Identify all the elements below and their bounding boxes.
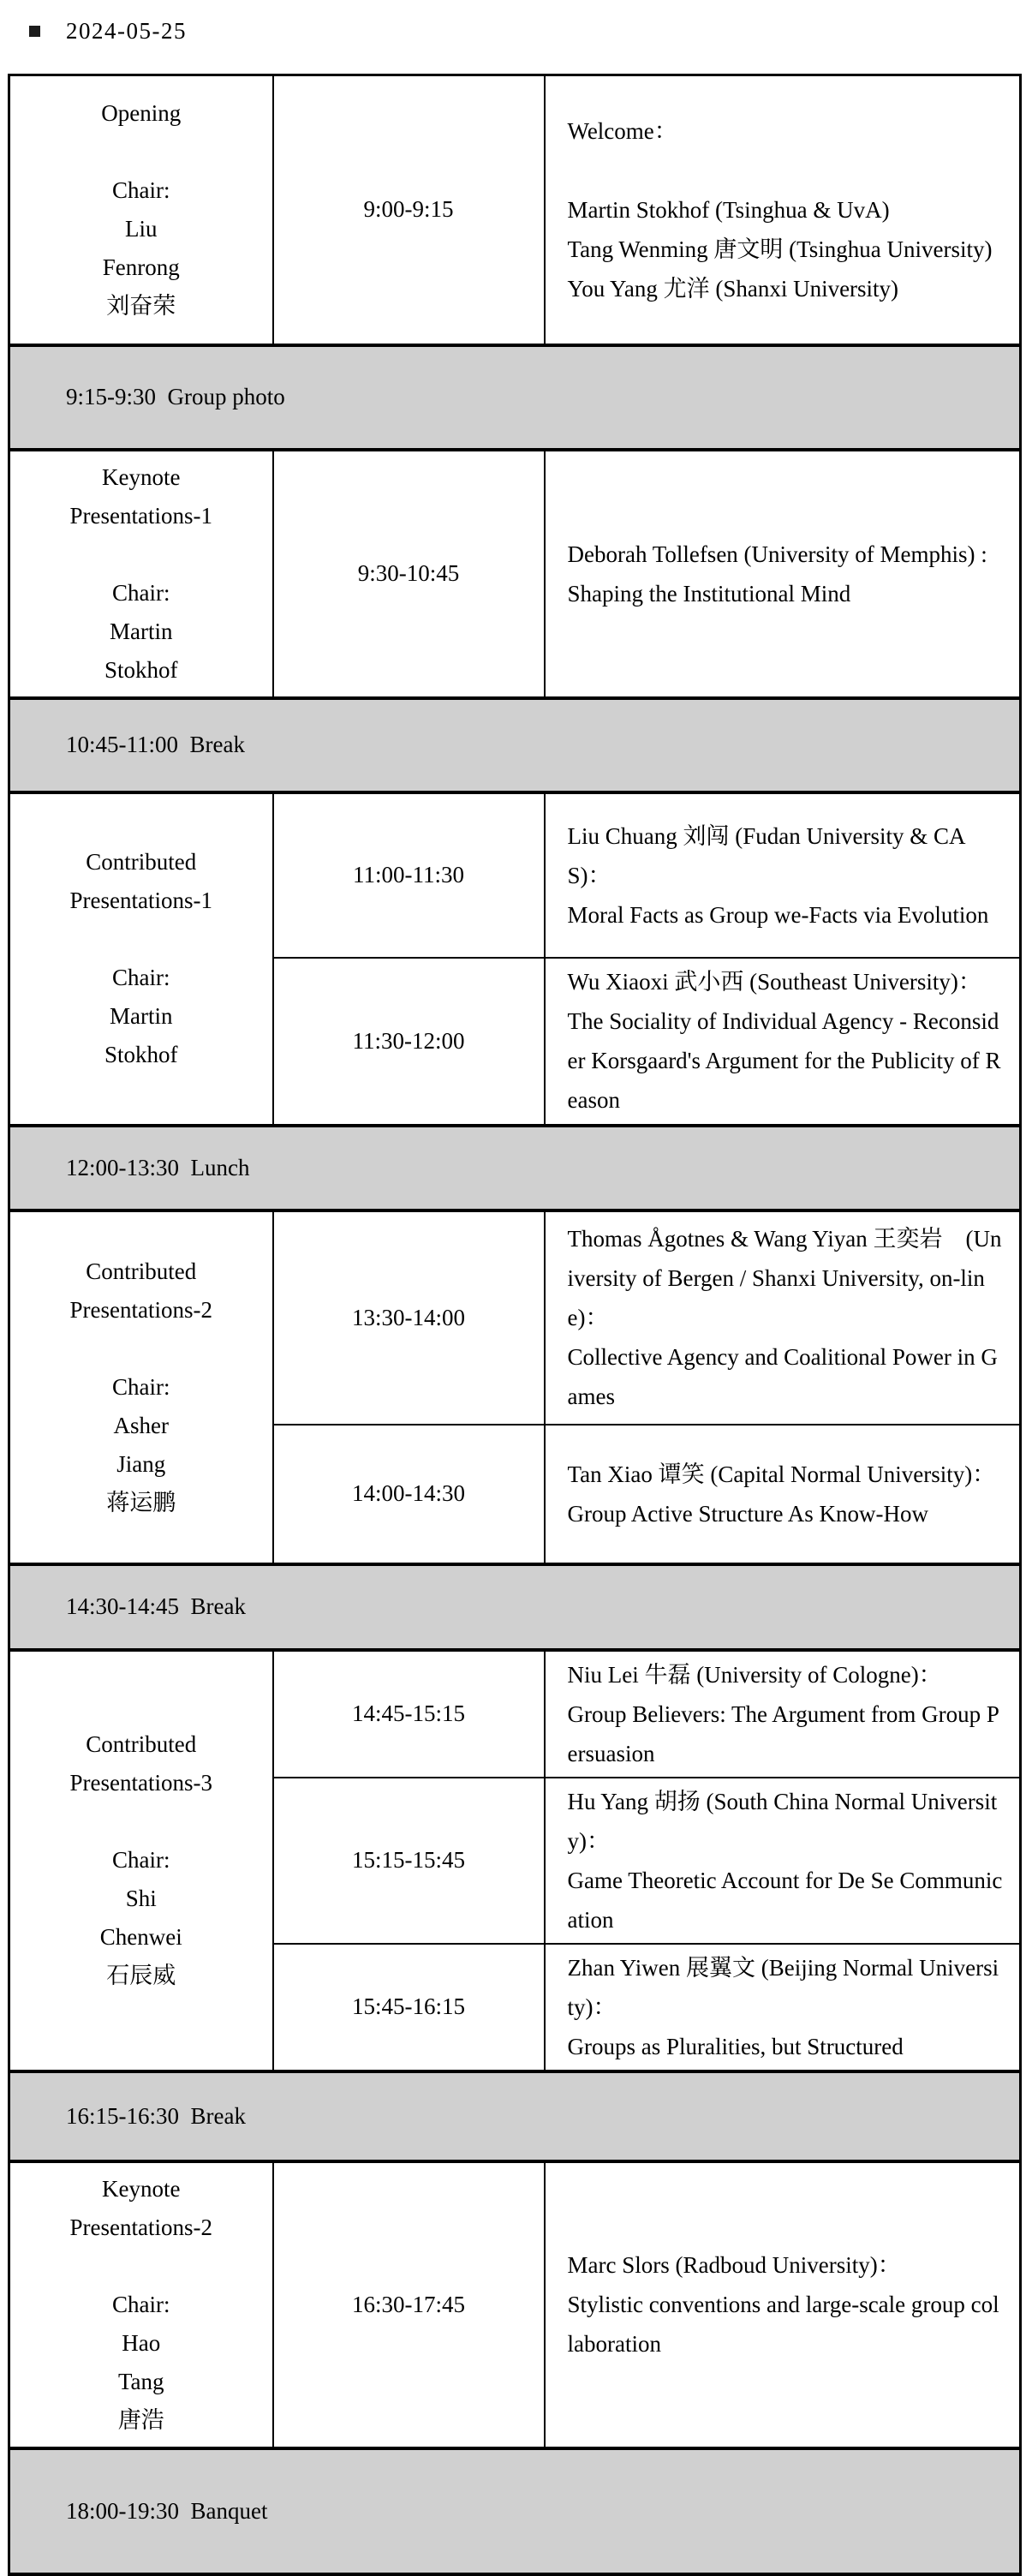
time-cell-contributed-3-slot-2: 15:15-15:45 bbox=[273, 1778, 545, 1944]
content-cell-contributed-2-slot-2: Tan Xiao 谭笑 (Capital Normal University)： Group Active Structure As Know-How bbox=[545, 1425, 1021, 1564]
shade-cell-lunch: 12:00-13:30 Lunch bbox=[9, 1126, 1021, 1210]
shade-cell-banquet: 18:00-19:30 Banquet bbox=[9, 2448, 1021, 2574]
time-cell-contributed-1-slot-2: 11:30-12:00 bbox=[273, 958, 545, 1126]
row-break-afternoon-1 bbox=[9, 1564, 1021, 1650]
row-keynote-2 bbox=[9, 2161, 1021, 2448]
content-cell-keynote-2: Marc Slors (Radboud University)： Stylistic conventions and large-scale group collaboration bbox=[545, 2161, 1021, 2448]
row-lunch bbox=[9, 1126, 1021, 1210]
content-cell-contributed-3-slot-1: Niu Lei 牛磊 (University of Cologne)： Group Believers: The Argument from Group Persuasion bbox=[545, 1650, 1021, 1778]
time-cell-keynote-1: 9:30-10:45 bbox=[273, 450, 545, 698]
shade-cell-break-afternoon-1: 14:30-14:45 Break bbox=[9, 1564, 1021, 1650]
content-cell-contributed-3-slot-3: Zhan Yiwen 展翼文 (Beijing Normal University)： Groups as Pluralities, but Structured bbox=[545, 1944, 1021, 2071]
row-banquet bbox=[9, 2448, 1021, 2574]
session-cell-contributed-1: Contributed Presentations-1 Chair: Martin Stokhof bbox=[9, 792, 273, 1126]
session-cell-contributed-3: Contributed Presentations-3 Chair: Shi Chenwei 石辰威 bbox=[9, 1650, 273, 2071]
content-cell-contributed-1-slot-1: Liu Chuang 刘闯 (Fudan University & CAS)： Moral Facts as Group we-Facts via Evolution bbox=[545, 792, 1021, 958]
content-cell-contributed-3-slot-2: Hu Yang 胡扬 (South China Normal University)： Game Theoretic Account for De Se Communication bbox=[545, 1778, 1021, 1944]
content-cell-contributed-1-slot-2: Wu Xiaoxi 武小西 (Southeast University)： The Sociality of Individual Agency - Reconsider Korsgaard's Argument for the Publicity of Reason bbox=[545, 958, 1021, 1126]
time-cell-keynote-2: 16:30-17:45 bbox=[273, 2161, 545, 2448]
date-text: 2024-05-25 bbox=[66, 17, 187, 44]
session-cell-keynote-2: Keynote Presentations-2 Chair: Hao Tang 唐浩 bbox=[9, 2161, 273, 2448]
schedule-table bbox=[8, 74, 1022, 2576]
time-cell-contributed-3-slot-1: 14:45-15:15 bbox=[273, 1650, 545, 1778]
row-break-morning bbox=[9, 698, 1021, 792]
row-opening bbox=[9, 75, 1021, 345]
row-keynote-1 bbox=[9, 450, 1021, 698]
session-cell-contributed-2: Contributed Presentations-2 Chair: Asher Jiang 蒋运鹏 bbox=[9, 1210, 273, 1564]
row-contributed-1-slot-1 bbox=[9, 792, 1021, 958]
time-cell-opening: 9:00-9:15 bbox=[273, 75, 545, 345]
content-cell-keynote-1: Deborah Tollefsen (University of Memphis) : Shaping the Institutional Mind bbox=[545, 450, 1021, 698]
shade-cell-group-photo: 9:15-9:30 Group photo bbox=[9, 345, 1021, 450]
content-cell-contributed-2-slot-1: Thomas Ågotnes & Wang Yiyan 王奕岩 (University of Bergen / Shanxi University, on-line)： Collective Agency and Coalitional Power in Games bbox=[545, 1210, 1021, 1425]
time-cell-contributed-3-slot-3: 15:45-16:15 bbox=[273, 1944, 545, 2071]
shade-cell-break-morning: 10:45-11:00 Break bbox=[9, 698, 1021, 792]
shade-cell-break-afternoon-2: 16:15-16:30 Break bbox=[9, 2071, 1021, 2161]
time-cell-contributed-2-slot-1: 13:30-14:00 bbox=[273, 1210, 545, 1425]
time-cell-contributed-1-slot-1: 11:00-11:30 bbox=[273, 792, 545, 958]
row-group-photo bbox=[9, 345, 1021, 450]
row-contributed-3-slot-1 bbox=[9, 1650, 1021, 1778]
session-cell-opening: Opening Chair: Liu Fenrong 刘奋荣 bbox=[9, 75, 273, 345]
session-cell-keynote-1: Keynote Presentations-1 Chair: Martin Stokhof bbox=[9, 450, 273, 698]
row-break-afternoon-2 bbox=[9, 2071, 1021, 2161]
date-heading bbox=[0, 0, 1026, 48]
list-bullet-icon bbox=[29, 26, 40, 37]
content-cell-opening: Welcome： Martin Stokhof (Tsinghua & UvA) Tang Wenming 唐文明 (Tsinghua University) You Yang 尤洋 (Shanxi University) bbox=[545, 75, 1021, 345]
time-cell-contributed-2-slot-2: 14:00-14:30 bbox=[273, 1425, 545, 1564]
row-contributed-2-slot-1 bbox=[9, 1210, 1021, 1425]
